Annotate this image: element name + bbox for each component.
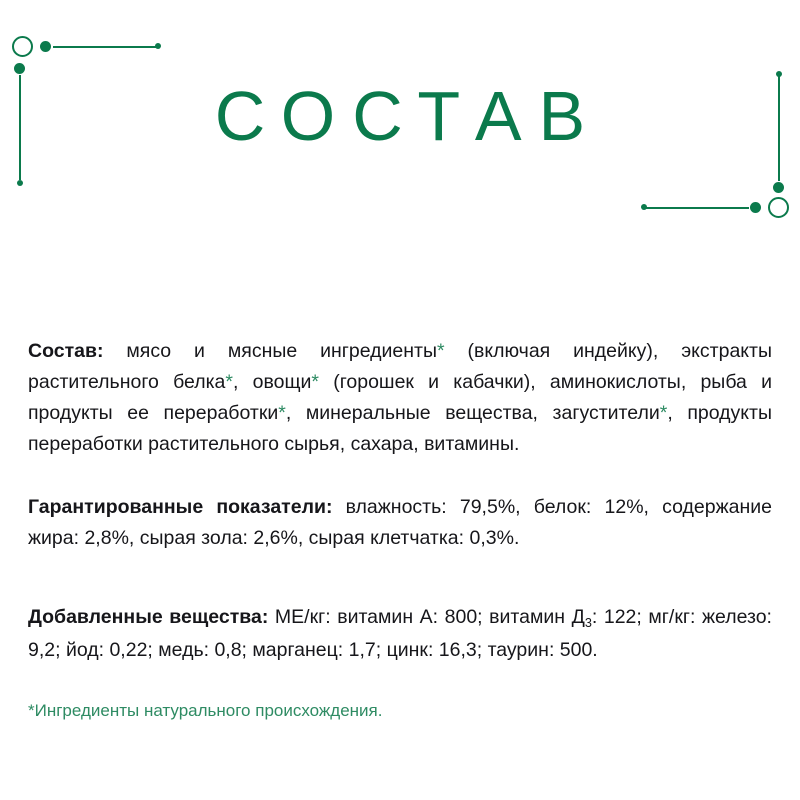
dot-small-icon [155,43,161,49]
composition-seg-5: , минеральные вещества, загустители [285,402,660,424]
footnote: *Ингредиенты натурального происхождения. [28,701,383,720]
composition-seg-3: , овощи [233,371,312,393]
horizontal-rule-icon [646,207,749,210]
additives-text-part2: : 122; мг/кг: железо: 9,2; йод: 0,22; медь: 0,8; марганец: 1,7; цинк: 16,3; таурин: 500. [28,606,772,661]
composition-paragraph [28,336,772,460]
ring-outline-icon [768,197,789,218]
composition-seg-2: (включая индейку), экстракты растительного белка [28,340,772,393]
asterisk-marker: * [278,402,286,424]
ring-outline-icon [12,36,33,57]
guaranteed-values-text: влажность: 79,5%, белок: 12%, содержание жира: 2,8%, сырая зола: 2,6%, сырая клетчатка: 0,3%. [28,496,772,549]
vitamin-d-subscript: 3 [584,615,592,630]
asterisk-marker: * [225,371,233,393]
dot-large-icon [750,202,761,213]
guaranteed-label: Гарантированные показатели: [28,496,333,518]
dot-large-icon [773,182,784,193]
page-title: СОСТАВ [214,77,603,155]
guaranteed-paragraph [28,492,772,554]
additives-text-part1: МЕ/кг: витамин А: 800; витамин Д [268,606,585,628]
asterisk-marker: * [659,402,668,424]
guaranteed-section [28,492,772,554]
dot-small-icon [641,204,647,210]
asterisk-marker: * [436,340,445,362]
composition-label: Состав: [28,340,104,362]
additives-paragraph [28,602,772,666]
content-body [28,336,772,740]
asterisk-marker: * [311,371,319,393]
composition-seg-4: (горошек и кабачки), аминокислоты, рыба и продукты ее переработки [28,371,772,424]
additives-label: Добавленные вещества: [28,606,269,628]
additives-section [28,602,772,666]
dot-small-icon [776,71,782,77]
horizontal-rule-icon [53,46,156,49]
dot-large-icon [40,41,51,52]
dot-small-icon [17,180,23,186]
composition-seg-6: , продукты переработки растительного сырья, сахара, витамины. [28,402,772,455]
composition-seg-1: мясо и мясные ингредиенты [103,340,437,362]
dot-large-icon [14,63,25,74]
